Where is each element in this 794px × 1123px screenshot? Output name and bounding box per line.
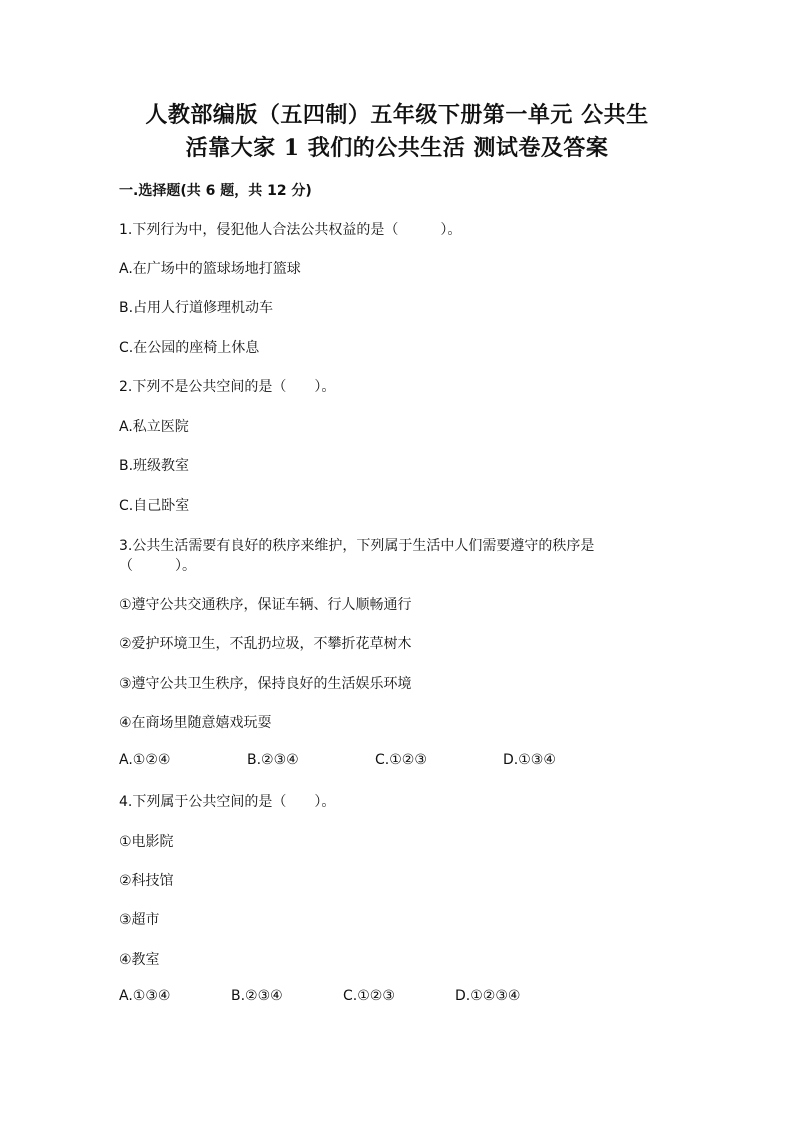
question-4-option-d: D.①②③④ xyxy=(455,988,521,1004)
question-3-option-c: C.①②③ xyxy=(375,752,427,768)
question-4-stem: 4.下列属于公共空间的是（ ）。 xyxy=(119,794,336,810)
document-title-line-2: 活靠大家 1 我们的公共生活 测试卷及答案 xyxy=(185,135,609,161)
question-3-option-b: B.②③④ xyxy=(247,752,299,768)
question-4-options xyxy=(119,988,520,1004)
question-4-statement-3: ③超市 xyxy=(119,912,160,928)
question-2-option-a: A.私立医院 xyxy=(119,419,189,435)
question-1-option-a: A.在广场中的篮球场地打篮球 xyxy=(119,261,301,277)
question-3-stem-line-2: （ ）。 xyxy=(119,558,196,574)
question-2-option-c: C.自己卧室 xyxy=(119,498,190,514)
question-3-statement-3: ③遵守公共卫生秩序，保持良好的生活娱乐环境 xyxy=(119,676,412,692)
question-1-option-c: C.在公园的座椅上休息 xyxy=(119,340,260,356)
question-3-option-a: A.①②④ xyxy=(119,752,171,768)
question-3-statement-4: ④在商场里随意嬉戏玩耍 xyxy=(119,715,272,731)
question-4-option-a: A.①③④ xyxy=(119,988,171,1004)
question-3-statement-1: ①遵守公共交通秩序，保证车辆、行人顺畅通行 xyxy=(119,597,412,613)
question-4-option-b: B.②③④ xyxy=(231,988,283,1004)
question-2-stem: 2.下列不是公共空间的是（ ）。 xyxy=(119,379,336,395)
question-3-options xyxy=(119,752,556,768)
question-1-stem: 1.下列行为中，侵犯他人合法公共权益的是（ ）。 xyxy=(119,222,462,238)
question-2-option-b: B.班级教室 xyxy=(119,458,190,474)
question-3-statement-2: ②爱护环境卫生，不乱扔垃圾，不攀折花草树木 xyxy=(119,636,412,652)
question-3-option-d: D.①③④ xyxy=(503,752,556,768)
question-4-statement-2: ②科技馆 xyxy=(119,873,174,889)
question-4-statement-4: ④教室 xyxy=(119,952,160,968)
question-4-statement-1: ①电影院 xyxy=(119,834,174,850)
question-1-option-b: B.占用人行道修理机动车 xyxy=(119,300,274,316)
question-3-stem-line-1: 3.公共生活需要有良好的秩序来维护，下列属于生活中人们需要遵守的秩序是 xyxy=(119,538,595,554)
section-heading: 一.选择题(共 6 题，共 12 分) xyxy=(119,183,312,199)
question-4-option-c: C.①②③ xyxy=(343,988,395,1004)
document-title-line-1: 人教部编版（五四制）五年级下册第一单元 公共生 xyxy=(145,102,649,128)
